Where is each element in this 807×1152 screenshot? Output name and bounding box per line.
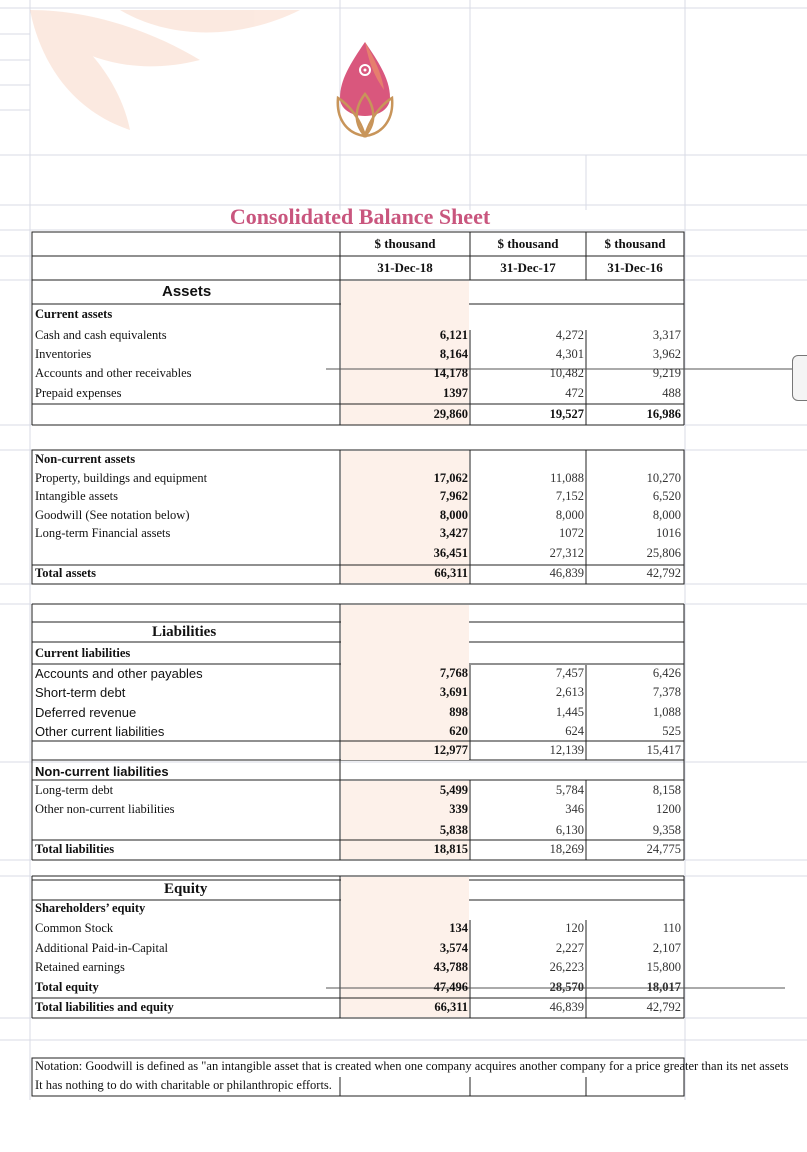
notation	[0, 1058, 807, 1098]
col3-date: 31-Dec-16	[607, 260, 663, 275]
col1-date: 31-Dec-18	[377, 260, 433, 275]
col2-date: 31-Dec-17	[500, 260, 556, 275]
assets-heading: Assets	[162, 283, 212, 300]
current-assets-heading: Current assets	[35, 307, 113, 321]
col3-unit: $ thousand	[604, 236, 666, 251]
shareholders-equity-heading: Shareholders’ equity	[35, 901, 146, 915]
equity-heading: Equity	[164, 881, 208, 897]
page-title: Consolidated Balance Sheet	[229, 204, 491, 229]
noncurrent-assets-heading: Non-current assets	[35, 452, 136, 466]
col2-unit: $ thousand	[497, 236, 559, 251]
col1-unit: $ thousand	[374, 236, 436, 251]
side-panel-handle[interactable]	[792, 355, 807, 401]
noncurrent-liabilities-heading: Non-current liabilities	[35, 764, 169, 779]
notation-line-2: It has nothing to do with charitable or philanthropic efforts.	[35, 1078, 332, 1092]
current-liabilities-heading: Current liabilities	[35, 646, 131, 660]
liabilities-heading: Liabilities	[152, 624, 217, 640]
notation-line-1: Notation: Goodwill is defined as "an intangible asset that is created when one company acquires another company for a price greater than its net assets	[35, 1059, 789, 1073]
lotus-logo-icon	[330, 38, 400, 142]
